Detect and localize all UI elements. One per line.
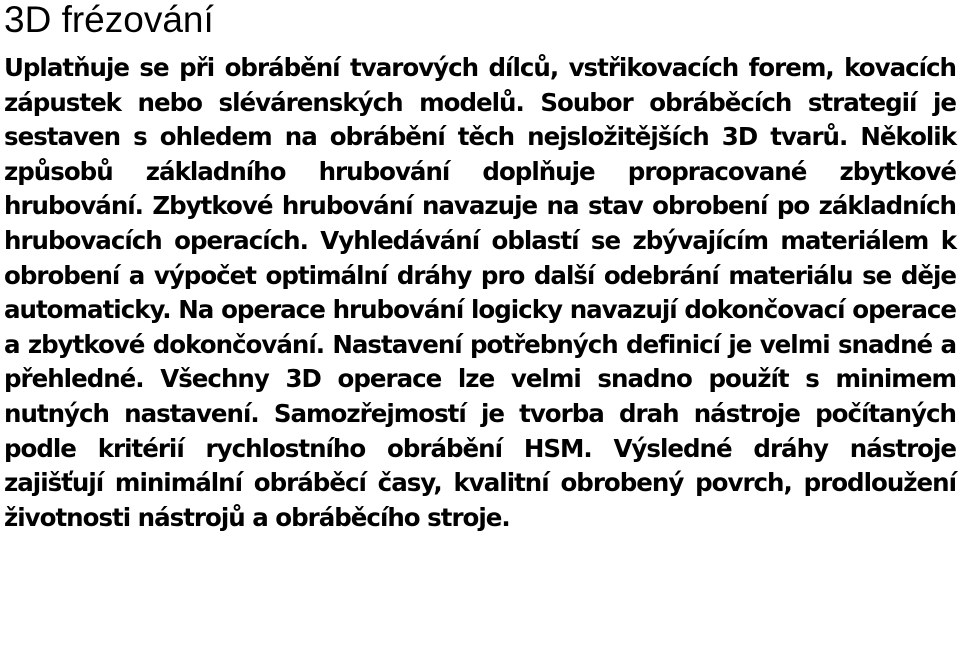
slide-title: 3D frézování <box>4 0 214 40</box>
slide-body-text: Uplatňuje se při obrábění tvarových dílců, vstřikovacích forem, kovacích zápustek nebo slévárenských modelů. Soubor obráběcích strategií je sestaven s ohledem na obrábění těch nejsložitějších 3D tvarů. Několik způsobů základního hrubování doplňuje propracované zbytkové hrubování. Zbytkové hrubování navazuje na stav obrobení po základních hrubovacích operacích. Vyhledávání oblastí se zbývajícím materiálem k obrobení a výpočet optimální dráhy pro další odebrání materiálu se děje automaticky. Na operace hrubování logicky navazují dokončovací operace a zbytkové dokončování. Nastavení potřebných definicí je velmi snadné a přehledné. Všechny 3D operace lze velmi snadno použít s minimem nutných nastavení. Samozřejmostí je tvorba drah nástroje počítaných podle kritérií rychlostního obrábění HSM. Výsledné dráhy nástroje zajišťují minimální obráběcí časy, kvalitní obrobený povrch, prodloužení životnosti nástrojů a obráběcího stroje. <box>4 53 956 532</box>
